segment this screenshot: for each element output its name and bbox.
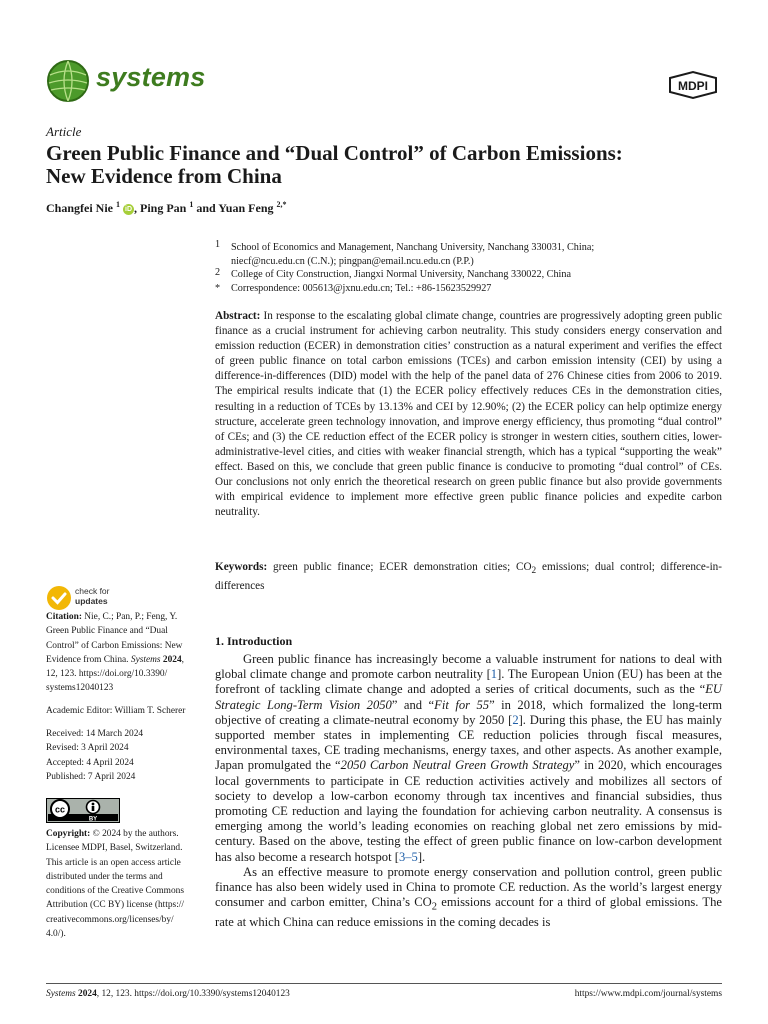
citation-label: Citation: — [46, 612, 82, 622]
section-heading: 1. Introduction — [215, 634, 293, 648]
citation-block: Citation: Nie, C.; Pan, P.; Feng, Y. Green Public Finance and “Dual Control” of Carbon Emissions: New Evidence from China. Systems 2024, 12, 123. https://doi.org/10.3390/ systems12040123 — [46, 612, 184, 694]
copyright-line: conditions of the Creative Commons — [46, 886, 185, 897]
footer-divider — [46, 983, 722, 984]
citation-doi[interactable]: 12, 123. https://doi.org/10.3390/ — [46, 669, 168, 680]
author-2-affil: 1 — [189, 200, 194, 209]
correspondence: Correspondence: 005613@jxnu.edu.cn; Tel.: +86-15623529927 — [231, 283, 492, 294]
copyright-line: Attribution (CC BY) license (https:// — [46, 900, 185, 911]
affiliation-line: School of Economics and Management, Nanchang University, Nanchang 330031, China; — [231, 242, 595, 253]
copyright-label: Copyright: — [46, 829, 91, 839]
date-accepted: Accepted: 4 April 2024 — [46, 757, 134, 768]
citation-journal: Systems — [130, 654, 161, 665]
footer-citation — [46, 989, 290, 999]
affiliation-mark: 1 — [215, 239, 221, 250]
article-type: Article — [46, 124, 82, 139]
text-run: As an effective measure to promote energy conservation and pollution control, green public finance has also been widely used in China to promote CE reduction. As the world’s largest energy consumer and carbon emitter, China’s CO — [215, 864, 722, 910]
copyright-line: 4.0/). — [46, 929, 66, 940]
abstract-text: In response to the escalating global climate change, countries are progressively adopting green public finance as a crucial instrument for achieving carbon neutrality. This study considers energy conservation and emission reduction (ECER) in demonstration cities’ construction as a natural experiment and verifies the effect of green public finance on total carbon emissions (TCEs) and carbon emission intensity (CEI) by using a difference-in-differences (DID) model with the help of the panel data of 276 Chinese cities from 2006 to 2019. The empirical results indicate that (1) the ECER policy effectively reduces CEs in the demonstration cities, resulting in a reduction of TCEs by 13.13% and CEI by 12.90%; (2) the ECER policy can help optimize energy structure, accelerate green technology innovation, and improve energy efficiency, thus promoting “dual control” of CEs; and (3) the CE reduction effect of the ECER policy is stronger in western cities, southern cities, lower-administrative-level cities, and cities with weaker financial strength, which has a typical “supporting the weak” effect. Based on this, we conclude that green public finance is conducive to promoting “dual control” of CEs. Our conclusions not only enrich the theoretical research on green public finance but also provide governments with empirical evidence to implement more effective green public finance policies and expedite carbon neutrality. — [215, 310, 723, 519]
abstract — [215, 309, 722, 520]
citation-year: 2024 — [162, 654, 182, 665]
copyright-block — [46, 827, 198, 941]
text-run: ]. During this phase, the EU has mainly supported member states in implementing CE reduction policies through fiscal measures, environmental taxes, CE trading mechanisms, energy taxes, and other aspects. As another example, Japan promulgated the “ — [215, 712, 722, 773]
abstract-label: Abstract: — [215, 310, 261, 322]
affiliation-mark: * — [215, 283, 221, 294]
keywords-text-b: emissions; dual control; difference-in-differences — [215, 561, 722, 593]
paragraph-2 — [215, 865, 722, 930]
footer-journal: Systems — [46, 989, 76, 999]
text-run: ” in 2020, which encourages local governments to participate in CE reduction activities actively and mobilizes all sectors of society to develop a low-carbon economy through tax incentives and financial subsidies, thus promoting CE reduction and laying the foundation for achieving carbon neutrality. A consensus is emerging among the world’s leading economies on reaching global net zero emissions by mid-century. Based on the above, testing the effect of green public finance on low-carbon development has also become a research hotspot [ — [215, 758, 722, 864]
journal-name: systems — [96, 62, 206, 92]
check-for-updates-button[interactable] — [46, 585, 126, 611]
copyright-line: Licensee MDPI, Basel, Switzerland. — [46, 843, 183, 854]
text-run: Green public finance has increasingly become a valuable instrument for nations to deal with global climate change and promote carbon neutrality [ — [215, 652, 722, 682]
text-run: ]. — [417, 849, 426, 864]
copyright-line: © 2024 by the authors. — [92, 829, 179, 839]
title-line-2: New Evidence from China — [46, 164, 282, 188]
author-list: Changfei Nie $^1$ iD , Ping Pan $^1$ and Yuan Feng $^{2,*}$ — [46, 200, 287, 215]
citation-line: Control” of Carbon Emissions: New — [46, 640, 183, 651]
text-run: emissions account for a third of global emissions. The rate at which China can reduce emissions in the coming decades is — [215, 895, 723, 929]
copyright-line: This article is an open access article — [46, 857, 181, 868]
paragraph-1 — [215, 652, 722, 865]
affiliation-1 — [231, 241, 594, 269]
intro-body — [215, 652, 722, 930]
check-updates-icon — [46, 585, 72, 611]
author-3[interactable]: and Yuan Feng — [196, 201, 274, 215]
text-run-italic: EU Strategic Long-Term Vision 2050 — [215, 682, 722, 712]
cc-badge-label: BY — [88, 816, 98, 823]
check-updates-line-1: check for — [75, 586, 110, 596]
affiliation-line: niecf@ncu.edu.cn (C.N.); pingpan@email.ncu.edu.cn (P.P.) — [231, 256, 474, 267]
footer-doi[interactable]: , 12, 123. https://doi.org/10.3390/systems12040123 — [96, 989, 290, 999]
mdpi-logo-text: MDPI — [678, 79, 708, 93]
author-3-affil: 2,* — [276, 200, 287, 209]
keywords-label: Keywords: — [215, 561, 268, 573]
paper-title — [46, 142, 736, 188]
citation-line: Green Public Finance and “Dual — [46, 626, 168, 637]
citation-link[interactable]: 2 — [512, 712, 519, 727]
author-1-affil: 1 — [116, 200, 120, 209]
footer-journal-url[interactable]: https://www.mdpi.com/journal/systems — [574, 989, 722, 999]
date-published: Published: 7 April 2024 — [46, 771, 136, 782]
text-run: ]. The European Union (EU) has been at the forefront of tackling climate change and adopted a series of critical documents, such as the “ — [215, 667, 722, 697]
author-2[interactable]: Ping Pan — [140, 201, 187, 215]
date-received: Received: 14 March 2024 — [46, 729, 144, 739]
text-run-italic: Fit for 55 — [434, 697, 490, 712]
text-run-italic: 2050 Carbon Neutral Green Growth Strategy — [340, 758, 575, 773]
footer-year: 2024 — [78, 989, 97, 999]
svg-text:cc: cc — [54, 804, 66, 815]
keywords-text-a: green public finance; ECER demonstration cities; CO — [273, 561, 532, 573]
citation-link[interactable]: 3–5 — [398, 849, 418, 864]
mdpi-logo-icon — [666, 70, 720, 100]
copyright-line: distributed under the terms and — [46, 871, 163, 882]
dates-block — [46, 727, 143, 784]
keywords-subscript: 2 — [531, 566, 537, 577]
keywords — [215, 560, 722, 594]
check-updates-line-2: updates — [75, 596, 108, 606]
citation-link[interactable]: 1 — [490, 667, 498, 682]
author-1[interactable]: Changfei Nie — [46, 201, 113, 215]
copyright-line: creativecommons.org/licenses/by/ — [46, 914, 174, 925]
text-run: ” in 2018, which formalized the long-term objective of creating a climate-neutral economy by 2050 [ — [215, 697, 723, 727]
affiliation-2: College of City Construction, Jiangxi Normal University, Nanchang 330022, China — [231, 269, 572, 280]
academic-editor: Academic Editor: William T. Scherer — [46, 706, 186, 716]
citation-line: Evidence from China. — [46, 654, 129, 665]
text-run: ” and “ — [391, 697, 435, 712]
orcid-icon[interactable]: iD — [125, 206, 132, 213]
title-line-1: Green Public Finance and “Dual Control” of Carbon Emissions: — [46, 141, 623, 165]
cc-by-license-icon[interactable] — [46, 798, 120, 823]
date-revised: Revised: 3 April 2024 — [46, 743, 129, 754]
subscript: 2 — [431, 901, 438, 913]
journal-logo-icon — [46, 59, 90, 103]
affiliation-mark: 2 — [215, 267, 221, 278]
citation-line: Nie, C.; Pan, P.; Feng, Y. — [84, 612, 178, 622]
citation-doi-end[interactable]: systems12040123 — [46, 683, 114, 694]
